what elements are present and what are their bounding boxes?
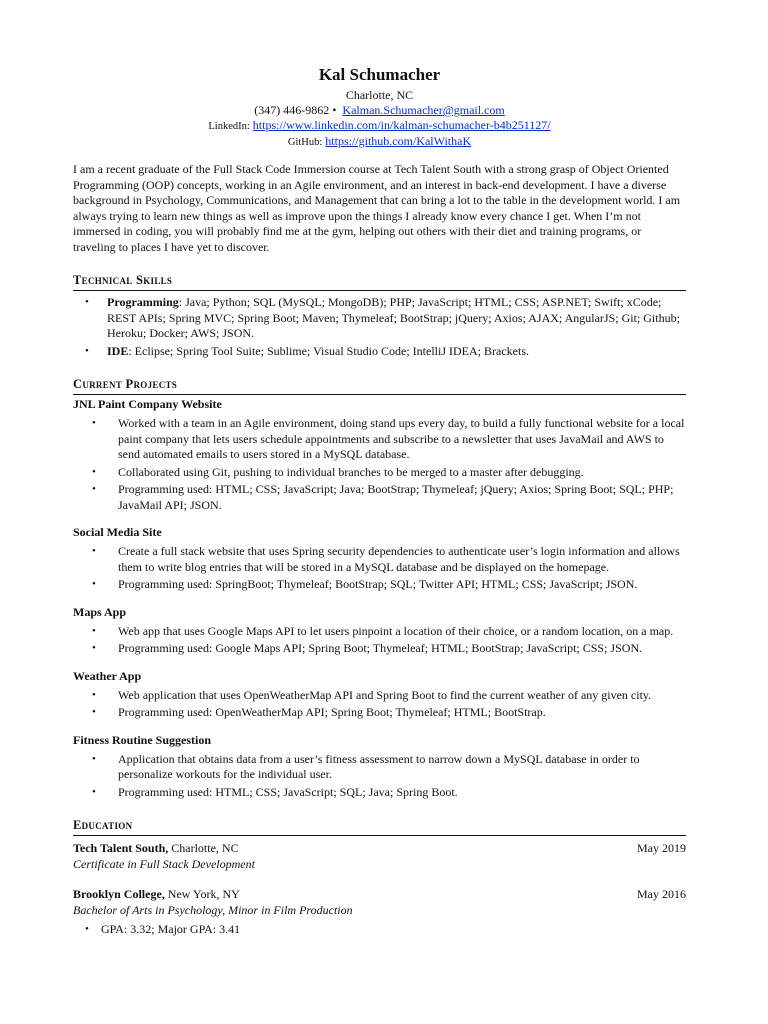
bullet-icon: • — [92, 785, 96, 798]
linkedin-line — [73, 118, 686, 134]
list-item — [73, 624, 686, 640]
section-heading-education: Education — [73, 816, 686, 836]
skill-item — [73, 295, 686, 342]
bullet-text: Programming used: HTML; CSS; JavaScript; Java; BootStrap; Thymeleaf; jQuery; Axios; Spring Boot; SQL; PHP; JavaMail API; JSON. — [118, 482, 674, 512]
bullet-icon: • — [85, 923, 89, 935]
github-label: GitHub: — [287, 137, 323, 148]
bullet-icon: • — [92, 706, 96, 718]
project-bullets — [73, 416, 686, 513]
school-name: Brooklyn College, — [73, 887, 165, 901]
bullet-text: Application that obtains data from a user’s fitness assessment to narrow down a MySQL database in order to personalize workouts for the individual user. — [118, 751, 640, 781]
degree: Bachelor of Arts in Psychology, Minor in Film Production — [73, 903, 353, 917]
summary-paragraph: I am a recent graduate of the Full Stack Code Immersion course at Tech Talent South with a strong grasp of Object Oriented Programming (OOP) concepts, working in an Agile environment, and an interest in back-end development. I have a diverse background in Psychology, Communications, and Management that can bring a lot to the table in the development world. I am always trying to learn new things as well as improve upon the things I already know every chance I get. When I’m not immersed in coding, you will probably find me at the gym, helping out others with their diet and training programs, or traveling to places I have yet to discover. — [73, 162, 681, 254]
list-item — [73, 688, 686, 704]
section-heading-skills: Technical Skills — [73, 271, 686, 291]
school-location: Charlotte, NC — [168, 841, 239, 855]
project-bullets — [73, 688, 686, 721]
bullet-text: Programming used: OpenWeatherMap API; Spring Boot; Thymeleaf; HTML; BootStrap. — [118, 705, 546, 719]
degree: Certificate in Full Stack Development — [73, 857, 255, 871]
skills-list — [73, 295, 686, 359]
skill-label: Programming — [107, 295, 179, 309]
list-item — [73, 544, 686, 575]
location: Charlotte, NC — [345, 88, 414, 102]
github-line — [73, 134, 686, 150]
list-item — [73, 482, 686, 513]
email-link[interactable]: Kalman.Schumacher@gmail.com — [342, 103, 505, 117]
education-entry — [73, 886, 686, 902]
school-name: Tech Talent South, — [73, 841, 169, 855]
bullet-text: Worked with a team in an Agile environment, doing stand ups every day, to build a fully functional website for a local paint company that lets users schedule appointments and subscribe to a newsletter that uses JavaMail and AWS to send automated emails to users stored in a MySQL database. — [118, 416, 685, 461]
bullet-icon: • — [92, 752, 96, 765]
bullet-text: Programming used: SpringBoot; Thymeleaf; BootStrap; SQL; Twitter API; HTML; CSS; JavaScript; JSON. — [118, 577, 638, 591]
bullet-icon: • — [92, 545, 96, 557]
list-item — [73, 465, 686, 481]
school-line — [73, 886, 240, 902]
resume-page — [73, 62, 686, 940]
bullet-text: Web application that uses OpenWeatherMap API and Spring Boot to find the current weather of any given city. — [118, 687, 652, 702]
bullet-icon: • — [92, 578, 96, 590]
list-item — [73, 705, 686, 721]
project-title: Maps App — [73, 604, 127, 619]
project-bullets — [73, 544, 686, 593]
list-item — [73, 641, 686, 657]
education-entry — [73, 840, 686, 856]
linkedin-label: LinkedIn: — [208, 121, 250, 132]
phone-number: (347) 446-9862 • — [254, 103, 337, 117]
project-bullets — [73, 752, 686, 801]
bullet-icon: • — [92, 483, 96, 495]
skill-label: IDE — [107, 343, 129, 358]
gpa-text: GPA: 3.32; Major GPA: 3.41 — [101, 922, 241, 936]
school-location: New York, NY — [164, 887, 240, 901]
candidate-name: Kal Schumacher — [318, 65, 441, 84]
graduation-date: May 2019 — [637, 841, 686, 855]
bullet-text: Create a full stack website that uses Spring security dependencies to authenticate user’s login information and allows them to write blog entries that will be stored in a MySQL database and be displayed on the homepage. — [118, 544, 680, 574]
skill-text: : Java; Python; SQL (MySQL; MongoDB); PHP; JavaScript; HTML; CSS; ASP.NET; Swift; xCode; REST APIs; Spring MVC; Spring Boot; Maven; Thymeleaf; BootStrap; jQuery; Axios; AJAX; AngularJS; Git; Github; Heroku; Docker; AWS; JSON. — [107, 295, 680, 340]
skill-item — [73, 344, 686, 360]
project-title: Social Media Site — [73, 525, 162, 539]
bullet-text: Web app that uses Google Maps API to let users pinpoint a location of their choice, or a random location, on a map. — [118, 623, 674, 638]
linkedin-link[interactable]: https://www.linkedin.com/in/kalman-schumacher-b4b251127/ — [252, 118, 551, 132]
list-item — [73, 922, 686, 938]
bullet-icon: • — [85, 296, 89, 308]
education-bullets — [73, 922, 686, 938]
list-item — [73, 577, 686, 593]
project-title: Weather App — [73, 668, 142, 683]
bullet-text: Collaborated using Git, pushing to individual branches to be merged to a master after debugging. — [118, 464, 584, 479]
list-item — [73, 416, 686, 463]
list-item — [73, 752, 686, 783]
phone-email-line — [73, 103, 686, 118]
bullet-icon: • — [92, 642, 96, 654]
skill-text: : Eclipse; Spring Tool Suite; Sublime; Visual Studio Code; IntelliJ IDEA; Brackets. — [128, 343, 529, 358]
graduation-date: May 2016 — [637, 887, 686, 901]
bullet-icon: • — [85, 344, 89, 357]
bullet-icon: • — [92, 417, 96, 429]
project-bullets — [73, 624, 686, 657]
bullet-icon: • — [92, 465, 96, 478]
project-title: JNL Paint Company Website — [73, 397, 222, 411]
bullet-text: Programming used: Google Maps API; Spring Boot; Thymeleaf; HTML; BootStrap; JavaScript; CSS; JSON. — [118, 641, 643, 655]
school-line — [73, 840, 239, 856]
project-title: Fitness Routine Suggestion — [73, 732, 212, 747]
github-link[interactable]: https://github.com/KalWithaK — [325, 134, 472, 148]
list-item — [73, 785, 686, 801]
bullet-text: Programming used: HTML; CSS; JavaScript; SQL; Java; Spring Boot. — [118, 784, 458, 799]
bullet-icon: • — [92, 688, 96, 701]
bullet-icon: • — [92, 624, 96, 637]
section-heading-projects: Current Projects — [73, 375, 686, 395]
